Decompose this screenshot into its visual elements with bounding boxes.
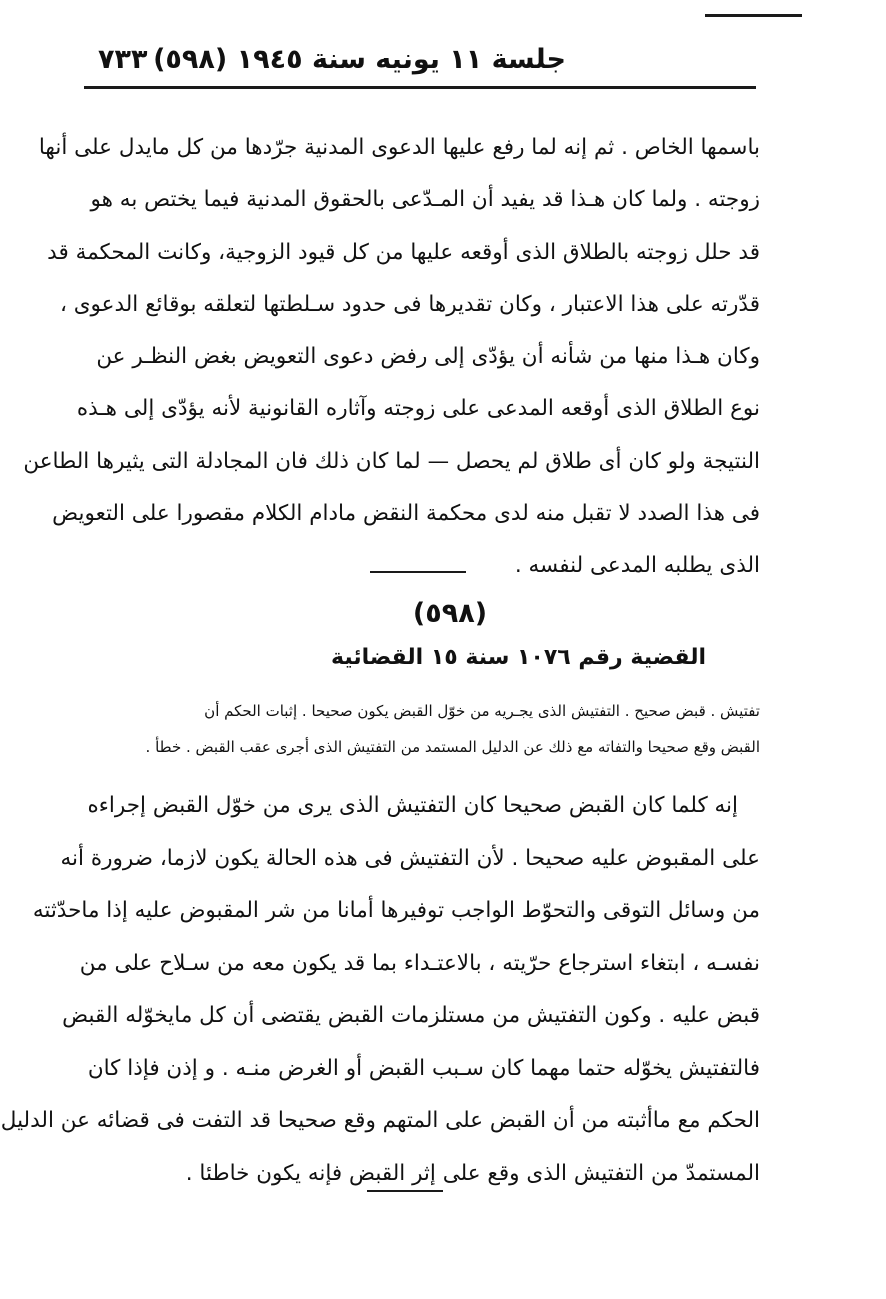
text-line: على المقبوض عليه صحيحا . لأن التفتيش فى هذه الحالة يكون لازما، ضرورة أنه xyxy=(60,845,760,871)
top-rule xyxy=(705,14,802,17)
text-line: قد حلل زوجته بالطلاق الذى أوقعه عليها من كل قيود الزوجية، وكانت المحكمة قد xyxy=(47,239,760,265)
text-line: فى هذا الصدد لا تقبل منه لدى محكمة النقض مادام الكلام مقصورا على التعويض xyxy=(52,501,760,527)
text-line: فالتفتيش يخوّله حتما مهما كان سـبب القبض أو الغرض منـه . و إذن فإذا كان xyxy=(87,1055,760,1081)
text-line: الذى يطلبه المدعى لنفسه . xyxy=(514,553,760,579)
text-line: زوجته . ولما كان هـذا قد يفيد أن المـدّعى بالحقوق المدنية فيما يختص به هو xyxy=(90,187,760,213)
text-line: من وسائل التوقى والتحوّط الواجب توفيرها أمانا من شر المقبوض عليه إذا ماحدّثته xyxy=(32,898,760,923)
text-line: الحكم مع ماأثبته من أن القبض على المتهم وقع صحيحا قد التفت فى قضائه عن الدليل xyxy=(0,1108,760,1133)
text-line: نوع الطلاق الذى أوقعه المدعى على زوجته وآثاره القانونية لأنه يؤدّى إلى هـذه xyxy=(76,396,760,422)
text-line: نفسـه ، ابتغاء استرجاع حرّيته ، بالاعتـداء بما قد يكون معه من سـلاح على من xyxy=(79,950,760,976)
end-divider xyxy=(367,1190,443,1192)
header-rule xyxy=(84,86,756,89)
case-principle xyxy=(0,780,760,1200)
text-line: المستمدّ من التفتيش الذى وقع على إثر القبض فإنه يكون خاطئا . xyxy=(185,1160,760,1186)
case-summary xyxy=(108,693,760,765)
summary-line: القبض وقع صحيحا والتفاته مع ذلك عن الدليل المستمد من التفتيش الذى أجرى عقب القبض . خطأ . xyxy=(145,738,760,756)
session-title: جلسة ١١ يونيه سنة ١٩٤٥ (٥٩٨) xyxy=(153,44,566,75)
text-line: وكان هـذا منها من شأنه أن يؤدّى إلى رفض دعوى التعويض بغض النظـر عن xyxy=(96,344,760,370)
text-line: قبض عليه . وكون التفتيش من مستلزمات القبض يقتضى أن كل مايخوّله القبض xyxy=(62,1003,760,1028)
text-line: باسمها الخاص . ثم إنه لما رفع عليها الدعوى المدنية جرّدها من كل مايدل على أنها xyxy=(38,135,760,160)
case-number: (٥٩٨) xyxy=(412,598,488,629)
previous-case-conclusion xyxy=(23,122,760,593)
section-divider xyxy=(370,571,466,573)
summary-line: تفتيش . قبض صحيح . التفتيش الذى يجـريه من خوّل القبض يكون صحيحا . إثبات الحكم أن xyxy=(204,702,760,720)
page-header xyxy=(84,40,756,86)
text-line: إنه كلما كان القبض صحيحا كان التفتيش الذى يرى من خوّل القبض إجراءه xyxy=(87,793,738,818)
text-line: النتيجة ولو كان أى طلاق لم يحصل — لما كان ذلك فان المجادلة التى يثيرها الطاعن xyxy=(23,448,760,474)
text-line: قدّرته على هذا الاعتبار ، وكان تقديرها فى حدود سـلطتها لتعلقه بوقائع الدعوى ، xyxy=(59,291,760,317)
page-number: ٧٣٣ xyxy=(98,44,148,75)
case-reference: القضية رقم ١٠٧٦ سنة ١٥ القضائية xyxy=(331,645,706,670)
